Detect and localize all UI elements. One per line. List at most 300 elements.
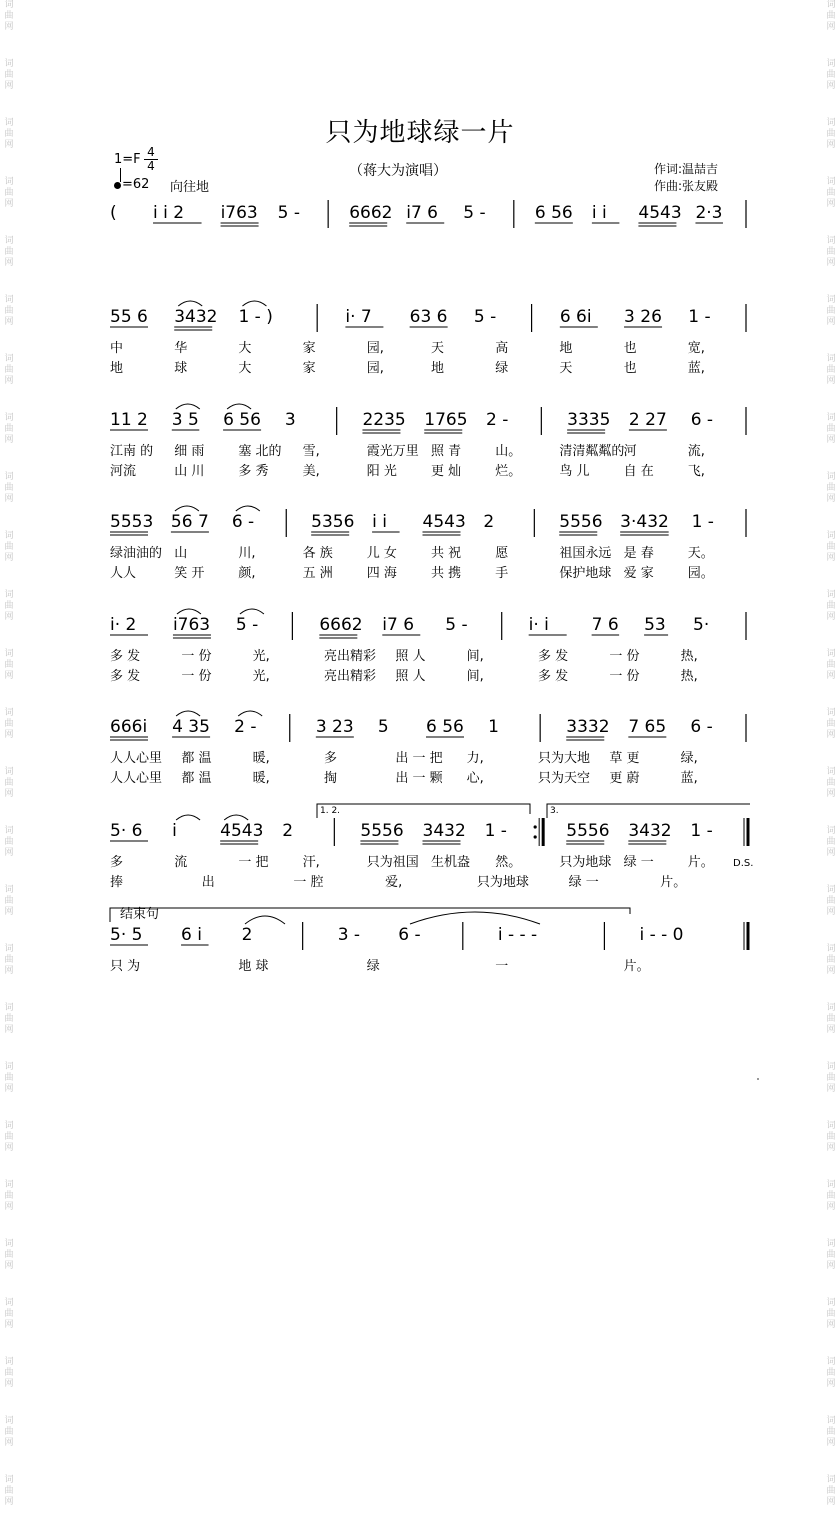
note-group: 5 [377,717,389,737]
lyric-syllable: 蓝, [680,771,698,786]
note-group: 56 7 [170,512,209,532]
watermark-glyph: 词 [4,236,14,246]
watermark-glyph: 词 [826,59,836,69]
watermark-glyph: 曲 [826,1132,836,1142]
slur-arc [236,506,260,511]
watermark-glyph: 词 [826,649,836,659]
note-group: i· 2 [110,615,137,635]
note-group: 5 - [235,615,259,635]
time-signature-top: 4 [147,145,155,159]
watermark-glyph: 词 [826,885,836,895]
lyric-syllable: 家 [302,361,316,376]
watermark-glyph: 词 [4,472,14,482]
note-group: 4543 [422,512,466,532]
watermark-glyph: 曲 [826,896,836,906]
watermark-spacer [0,1272,18,1298]
watermark-glyph: 网 [826,1143,836,1153]
lyric-syllable: 照 人 [395,649,426,664]
watermark-glyph: 曲 [4,896,14,906]
watermark-glyph: 曲 [4,778,14,788]
watermark-glyph: 词 [4,826,14,836]
lyric-syllable: 江南 的 [110,444,154,459]
lyric-syllable: 更 蔚 [609,771,640,786]
key-signature: 1=F [114,152,141,167]
watermark-glyph: 曲 [4,365,14,375]
watermark-glyph: 曲 [4,601,14,611]
watermark-glyph: 词 [4,1003,14,1013]
lyric-syllable: 绿 [366,959,380,974]
watermark-glyph: 网 [826,1497,836,1507]
note-group: 7 65 [628,717,667,737]
note-group: 3332 [566,717,610,737]
slur-arc [176,815,200,820]
watermark-glyph: 网 [826,1025,836,1035]
lyric-syllable: 一 腔 [293,875,324,890]
lyric-syllable: 高 [495,341,509,356]
watermark-spacer [822,1449,840,1475]
lyric-syllable: 地 球 [238,959,269,974]
lyric-syllable: 笑 开 [174,566,205,581]
note-group: 6 - [690,410,714,430]
lyric-syllable: 祖国永远 [559,546,612,561]
watermark-glyph: 网 [4,553,14,563]
watermark-glyph: 曲 [4,955,14,965]
watermark-glyph: 网 [4,848,14,858]
lyric-syllable: 人人心里 [110,771,163,786]
watermark-glyph: 曲 [4,483,14,493]
watermark-glyph: 词 [826,236,836,246]
lyric-syllable: 各 族 [302,546,333,561]
watermark-glyph: 曲 [826,601,836,611]
ending-label: 结束句 [120,907,160,922]
lyric-syllable: 亮出精彩 [324,669,377,684]
slur-arc [227,404,251,409]
lyric-syllable: 大 [238,341,252,356]
lyric-syllable: 绿 一 [568,875,599,890]
watermark-glyph: 网 [4,1320,14,1330]
lyric-syllable: 捧 [110,875,124,890]
lyric-syllable: 多 [324,751,338,766]
slur-arc [178,301,202,306]
lyric-syllable: 山。 [495,444,522,459]
note-group: ( [110,203,117,223]
note-group: 1 - [690,821,713,841]
watermark-glyph: 词 [4,0,14,10]
lyric-syllable: 然。 [495,855,522,870]
note-group: 3·432 [620,512,669,532]
watermark-glyph: 曲 [826,424,836,434]
slur-arc [224,815,248,820]
watermark-glyph: 网 [4,789,14,799]
note-group: 1 - [688,307,711,327]
note-group: 2·3 [695,203,723,223]
watermark-glyph: 曲 [4,1191,14,1201]
watermark-glyph: 网 [4,376,14,386]
slur-arc [238,711,262,716]
volta-2-bracket [547,804,750,818]
watermark-glyph: 词 [4,1298,14,1308]
lyric-syllable: 爱, [385,875,403,890]
watermark-glyph: 网 [4,1143,14,1153]
note-group: i7 6 [406,203,438,223]
watermark-spacer [0,1213,18,1239]
lyric-syllable: 共 携 [431,566,462,581]
watermark-glyph: 词 [4,354,14,364]
watermark-glyph: 网 [4,1438,14,1448]
watermark-glyph: 曲 [4,1427,14,1437]
lyric-syllable: 川, [238,546,256,561]
performer-credit: （蒋大为演唱） [349,163,447,179]
watermark-glyph: 网 [4,1261,14,1271]
watermark-glyph: 曲 [4,1309,14,1319]
lyric-syllable: 热, [680,649,698,664]
lyric-syllable: 山 [174,546,188,561]
watermark-glyph: 网 [826,1084,836,1094]
lyric-syllable: 也 [623,341,637,356]
watermark-glyph: 曲 [826,778,836,788]
lyric-syllable: 飞, [687,464,705,479]
lyric-syllable: 园, [366,341,384,356]
watermark-glyph: 词 [826,177,836,187]
lyric-syllable: 只为大地 [538,751,591,766]
note-group: 1 - [484,821,507,841]
watermark-glyph: 网 [4,1379,14,1389]
lyric-syllable: 多 发 [110,649,141,664]
lyric-syllable: 地 [431,361,445,376]
lyric-syllable: 地 [559,341,573,356]
watermark-glyph: 词 [4,1121,14,1131]
watermark-glyph: 词 [4,590,14,600]
note-group: 2 [282,821,294,841]
watermark-glyph: 网 [4,907,14,917]
watermark-glyph: 词 [826,826,836,836]
lyric-syllable: 塞 北的 [238,444,282,459]
song-title: 只为地球绿一片 [325,118,515,148]
note-group: 6 56 [223,410,261,430]
slur-arc [175,506,199,511]
repeat-dot [534,835,537,838]
watermark-glyph: 网 [4,258,14,268]
note-group: i· 7 [345,307,372,327]
watermark-glyph: 曲 [826,955,836,965]
lyric-syllable: 清清粼粼的 [559,444,625,459]
watermark-glyph: 曲 [826,837,836,847]
watermark-glyph: 词 [826,708,836,718]
watermark-glyph: 网 [4,612,14,622]
watermark-glyph: 网 [826,81,836,91]
note-group: 666i [110,717,148,737]
watermark-glyph: 网 [826,671,836,681]
lyric-syllable: 园, [366,361,384,376]
lyric-syllable: 绿油油的 [110,546,163,561]
lyric-syllable: 烂。 [495,464,522,479]
note-group: 5 - [463,203,486,223]
page-speck [757,1078,759,1080]
lyric-syllable: 人人 [110,566,137,581]
note-group: 2 - [486,410,509,430]
watermark-spacer [0,1331,18,1357]
lyric-syllable: 只为地球 [559,855,612,870]
watermark-glyph: 网 [826,730,836,740]
watermark-spacer [0,1449,18,1475]
lyric-syllable: 间, [466,669,484,684]
lyric-syllable: 光, [252,649,270,664]
lyric-syllable: 片。 [687,855,714,870]
note-group: 6 - [690,717,713,737]
note-group: 3 [284,410,296,430]
watermark-glyph: 曲 [826,70,836,80]
lyric-syllable: 更 灿 [431,464,462,479]
watermark-glyph: 网 [826,789,836,799]
watermark-glyph: 网 [826,1438,836,1448]
lyric-syllable: 照 人 [395,669,426,684]
watermark-glyph: 网 [826,907,836,917]
lyric-syllable: 间, [466,649,484,664]
note-group: 4 35 [172,717,210,737]
ending-bracket [110,908,630,922]
dal-segno-marking: D.S. [733,858,754,869]
lyric-syllable: 出 一 颗 [395,771,443,786]
watermark-glyph: 词 [826,1416,836,1426]
watermark-glyph: 词 [4,413,14,423]
watermark-glyph: 词 [826,1357,836,1367]
watermark-glyph: 词 [4,1180,14,1190]
watermark-spacer [822,1508,840,1534]
watermark-glyph: 网 [4,199,14,209]
note-group: 2 - [234,717,257,737]
lyric-syllable: 多 秀 [238,464,269,479]
watermark-glyph: 曲 [826,188,836,198]
lyric-syllable: 生机盎 [431,855,471,870]
note-group: 2235 [362,410,406,430]
watermark-glyph: 曲 [826,1309,836,1319]
watermark-glyph: 网 [4,81,14,91]
note-group: 5556 [559,512,603,532]
watermark-glyph: 词 [4,1357,14,1367]
watermark-glyph: 网 [826,966,836,976]
watermark-glyph: 曲 [826,542,836,552]
watermark-glyph: 词 [826,590,836,600]
watermark-glyph: 网 [826,317,836,327]
lyric-syllable: 儿 女 [366,546,397,561]
watermark-glyph: 词 [826,472,836,482]
lyric-syllable: 保护地球 [559,566,612,581]
watermark-glyph: 词 [4,1062,14,1072]
watermark-glyph: 曲 [4,70,14,80]
lyric-syllable: 细 雨 [174,444,205,459]
lyric-syllable: 一 [495,959,509,974]
watermark-glyph: 词 [4,59,14,69]
watermark-glyph: 词 [826,413,836,423]
slur-arc [242,301,266,306]
time-signature-bottom: 4 [144,159,158,173]
watermark-glyph: 词 [4,1475,14,1485]
watermark-glyph: 词 [826,295,836,305]
note-group: 5553 [110,512,154,532]
note-group: i i [372,512,387,532]
lyric-syllable: 美, [302,464,320,479]
watermark-glyph: 网 [4,1084,14,1094]
lyric-syllable: 颜, [238,566,256,581]
watermark-glyph: 网 [826,848,836,858]
note-group: 5556 [360,821,404,841]
note-group: 5· 5 [110,925,143,945]
note-group: 1 [488,717,499,737]
watermark-glyph: 网 [4,966,14,976]
note-group: 5 - [277,203,300,223]
watermark-spacer [0,1390,18,1416]
lyric-syllable: 都 温 [181,751,212,766]
watermark-glyph: 网 [4,671,14,681]
watermark-glyph: 曲 [826,1014,836,1024]
lyric-syllable: 河流 [110,464,137,479]
composer-credit: 作曲:张友殿 [654,179,719,193]
watermark-glyph: 曲 [4,837,14,847]
watermark-glyph: 网 [4,317,14,327]
watermark-glyph: 曲 [4,1014,14,1024]
note-group: 6662 [349,203,393,223]
lyric-syllable: 自 在 [623,464,654,479]
slur-arc [177,609,201,614]
lyric-syllable: 力, [466,751,484,766]
lyric-syllable: 只为天空 [538,771,591,786]
lyric-syllable: 暖, [252,771,270,786]
lyric-syllable: 愿 [495,546,509,561]
lyric-syllable: 掏 [324,771,338,786]
note-group: 4543 [220,821,264,841]
watermark-glyph: 网 [826,1320,836,1330]
watermark-glyph: 词 [826,531,836,541]
watermark-glyph: 词 [826,1003,836,1013]
lyric-syllable: 光, [252,669,270,684]
watermark-spacer [822,1213,840,1239]
lyric-syllable: 园。 [687,566,714,581]
watermark-glyph: 词 [4,118,14,128]
lyric-syllable: 天 [431,341,445,356]
watermark-glyph: 网 [826,1202,836,1212]
watermark-glyph: 网 [826,140,836,150]
watermark-glyph: 曲 [4,424,14,434]
note-group: 3432 [628,821,672,841]
watermark-glyph: 网 [826,612,836,622]
watermark-glyph: 曲 [4,11,14,21]
note-group: 1765 [424,410,468,430]
lyric-syllable: 手 [495,566,509,581]
watermark-glyph: 词 [826,354,836,364]
watermark-glyph: 曲 [826,11,836,21]
watermark-glyph: 网 [826,199,836,209]
tempo-value: =62 [122,177,150,192]
watermark-glyph: 网 [826,258,836,268]
watermark-glyph: 网 [826,553,836,563]
lyric-syllable: 都 温 [181,771,212,786]
lyric-syllable: 一 把 [238,855,269,870]
lyric-syllable: 是 春 [623,546,654,561]
lyric-syllable: 一 份 [609,669,640,684]
lyric-syllable: 照 青 [431,444,462,459]
watermark-glyph: 网 [4,730,14,740]
lyric-syllable: 共 祝 [431,546,462,561]
note-group: i i 2 [153,203,185,223]
note-group: 6 6i [559,307,592,327]
lyric-syllable: 一 份 [181,669,212,684]
repeat-dot [534,825,537,828]
watermark-glyph: 词 [4,767,14,777]
lyric-syllable: 只为地球 [476,875,529,890]
lyric-syllable: 绿 [495,361,509,376]
lyric-syllable: 宽, [687,341,705,356]
watermark-glyph: 网 [826,22,836,32]
lyric-syllable: 河 [623,444,637,459]
lyric-syllable: 鸟 儿 [559,464,590,479]
watermark-glyph: 网 [4,1497,14,1507]
watermark-spacer [822,1331,840,1357]
note-group: i· i [528,615,549,635]
note-group: 5 - [445,615,468,635]
watermark-glyph: 网 [826,1379,836,1389]
note-group: i763 [220,203,258,223]
watermark-glyph: 曲 [826,306,836,316]
note-group: 6 i [181,925,203,945]
lyric-syllable: 草 更 [609,751,640,766]
note-group: i - - 0 [639,925,684,945]
watermark-spacer [822,1390,840,1416]
watermark-glyph: 词 [4,944,14,954]
lyricist-credit: 作词:温喆吉 [654,162,719,176]
watermark-glyph: 词 [826,1062,836,1072]
lyric-syllable: 地 [110,361,124,376]
watermark-glyph: 词 [4,531,14,541]
note-group: 6 - [231,512,255,532]
watermark-glyph: 网 [4,1202,14,1212]
lyric-syllable: 热, [680,669,698,684]
watermark-glyph: 词 [4,885,14,895]
note-group: 3 5 [171,410,199,430]
watermark-glyph: 网 [826,1261,836,1271]
note-group: 3432 [422,821,466,841]
note-group: i763 [172,615,211,635]
lyric-syllable: 心, [466,771,484,786]
lyric-syllable: 霞光万里 [366,444,419,459]
lyric-syllable: 人人心里 [110,751,163,766]
note-group: 6 56 [426,717,464,737]
watermark-glyph: 网 [826,494,836,504]
lyric-syllable: 绿 一 [623,855,654,870]
lyric-syllable: 一 份 [181,649,212,664]
watermark-glyph: 曲 [4,1486,14,1496]
lyric-syllable: 天 [559,361,573,376]
note-group: 11 2 [110,410,148,430]
watermark-glyph: 词 [4,177,14,187]
watermark-glyph: 词 [826,767,836,777]
watermark-glyph: 曲 [4,719,14,729]
note-group: 5· 6 [110,821,143,841]
lyric-syllable: 雪, [302,444,320,459]
lyric-syllable: 出 [201,875,215,890]
note-group: 1 - ) [238,307,273,327]
note-group: 3432 [174,307,218,327]
note-group: 5356 [311,512,355,532]
watermark-glyph: 曲 [4,129,14,139]
note-group: 4543 [638,203,682,223]
watermark-glyph: 曲 [826,1427,836,1437]
note-group: 5· [693,615,710,635]
watermark-glyph: 词 [4,1239,14,1249]
lyric-syllable: 阳 光 [366,464,397,479]
watermark-glyph: 词 [826,944,836,954]
note-group: 7 6 [591,615,619,635]
lyric-syllable: 出 一 把 [395,751,443,766]
